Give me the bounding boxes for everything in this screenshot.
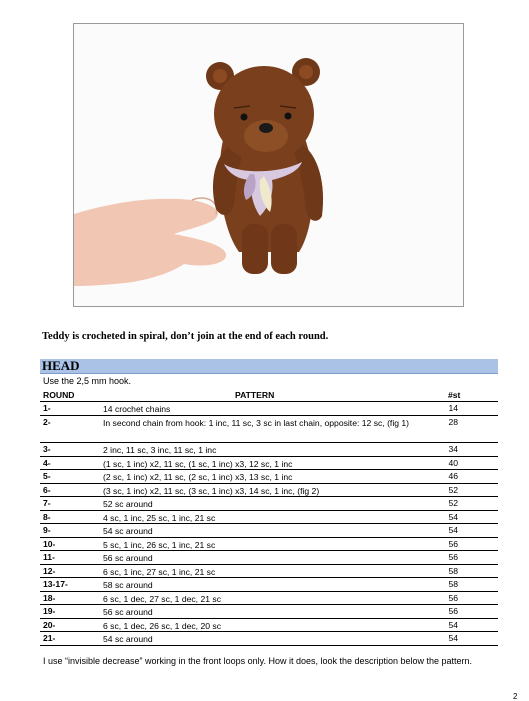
row-st: 52 (448, 498, 458, 508)
row-st: 54 (448, 633, 458, 643)
row-pattern: 14 crochet chains (103, 404, 171, 414)
row-round: 5- (43, 471, 51, 481)
row-pattern: 4 sc, 1 inc, 25 sc, 1 inc, 21 sc (103, 512, 216, 523)
header-st: #st (448, 390, 461, 400)
table-row (40, 415, 498, 442)
table-row (40, 537, 498, 551)
row-round: 3- (43, 444, 51, 454)
row-round: 10- (43, 538, 56, 549)
row-pattern: 54 sc around (103, 634, 153, 644)
row-st: 54 (448, 525, 458, 535)
table-header (40, 389, 498, 401)
table-row (40, 523, 498, 537)
teddy-bear-image (74, 24, 463, 306)
table-row (40, 550, 498, 564)
row-pattern: 54 sc around (103, 526, 153, 536)
row-st: 56 (448, 592, 458, 603)
row-pattern: 6 sc, 1 dec, 26 sc, 1 dec, 20 sc (103, 620, 221, 631)
row-round: 2- (43, 417, 51, 427)
intro-text: Teddy is crocheted in spiral, don’t join at the end of each round. (42, 331, 329, 342)
row-st: 28 (448, 417, 458, 427)
table-row (40, 483, 498, 497)
table-row (40, 591, 498, 605)
row-st: 46 (448, 471, 458, 481)
row-st: 54 (448, 619, 458, 630)
row-round: 20- (43, 619, 56, 630)
table-row (40, 618, 498, 632)
row-st: 58 (448, 579, 458, 589)
table-row (40, 469, 498, 483)
row-pattern: 56 sc around (103, 607, 153, 617)
row-round: 6- (43, 484, 51, 495)
row-round: 18- (43, 592, 56, 603)
row-st: 40 (448, 457, 458, 468)
table-row (40, 401, 498, 415)
row-pattern: (2 sc, 1 inc) x2, 11 sc, (2 sc, 1 inc) x3, 13 sc, 1 inc (103, 472, 293, 482)
row-pattern: In second chain from hook: 1 inc, 11 sc, 3 sc in last chain, opposite: 12 sc, (fig 1) (103, 418, 410, 428)
row-pattern: 6 sc, 1 dec, 27 sc, 1 dec, 21 sc (103, 593, 221, 604)
row-st: 34 (448, 444, 458, 454)
row-round: 4- (43, 457, 51, 468)
row-st: 14 (448, 403, 458, 413)
row-round: 13-17- (43, 579, 68, 589)
table-row (40, 564, 498, 578)
row-round: 9- (43, 525, 51, 535)
pattern-table (40, 389, 498, 646)
row-pattern: 6 sc, 1 inc, 27 sc, 1 inc, 21 sc (103, 566, 216, 577)
row-pattern: 58 sc around (103, 580, 153, 590)
teddy-bear-photo (73, 23, 464, 307)
row-st: 52 (448, 484, 458, 495)
row-pattern: (3 sc, 1 inc) x2, 11 sc, (3 sc, 1 inc) x3, 14 sc, 1 inc, (fig 2) (103, 485, 320, 496)
row-st: 56 (448, 538, 458, 549)
page-number: 2 (513, 692, 518, 701)
table-row (40, 577, 498, 591)
row-pattern: 56 sc around (103, 553, 153, 563)
row-pattern: 5 sc, 1 inc, 26 sc, 1 inc, 21 sc (103, 539, 216, 550)
row-round: 11- (43, 552, 55, 562)
table-row (40, 456, 498, 470)
row-round: 1- (43, 403, 51, 413)
row-st: 58 (448, 565, 458, 576)
row-round: 8- (43, 511, 51, 522)
table-row (40, 442, 498, 456)
table-row (40, 631, 498, 645)
row-round: 21- (43, 633, 56, 643)
table-row (40, 604, 498, 618)
row-round: 19- (43, 606, 56, 616)
row-round: 12- (43, 565, 56, 576)
section-header-bar (40, 359, 498, 374)
table-row (40, 496, 498, 510)
row-st: 54 (448, 511, 458, 522)
row-pattern: (1 sc, 1 inc) x2, 11 sc, (1 sc, 1 inc) x3, 12 sc, 1 inc (103, 458, 293, 469)
row-round: 7- (43, 498, 51, 508)
decrease-note: I use “invisible decrease” working in the front loops only. How it does, look the description below the pattern. (43, 656, 473, 666)
row-pattern: 52 sc around (103, 499, 153, 509)
section-title: HEAD (42, 358, 80, 373)
header-round: ROUND (43, 390, 75, 400)
header-pattern: PATTERN (235, 390, 275, 400)
hook-note: Use the 2,5 mm hook. (43, 376, 132, 386)
row-st: 56 (448, 606, 458, 616)
table-row (40, 510, 498, 524)
row-pattern: 2 inc, 11 sc, 3 inc, 11 sc, 1 inc (103, 445, 217, 455)
row-st: 56 (448, 552, 458, 562)
